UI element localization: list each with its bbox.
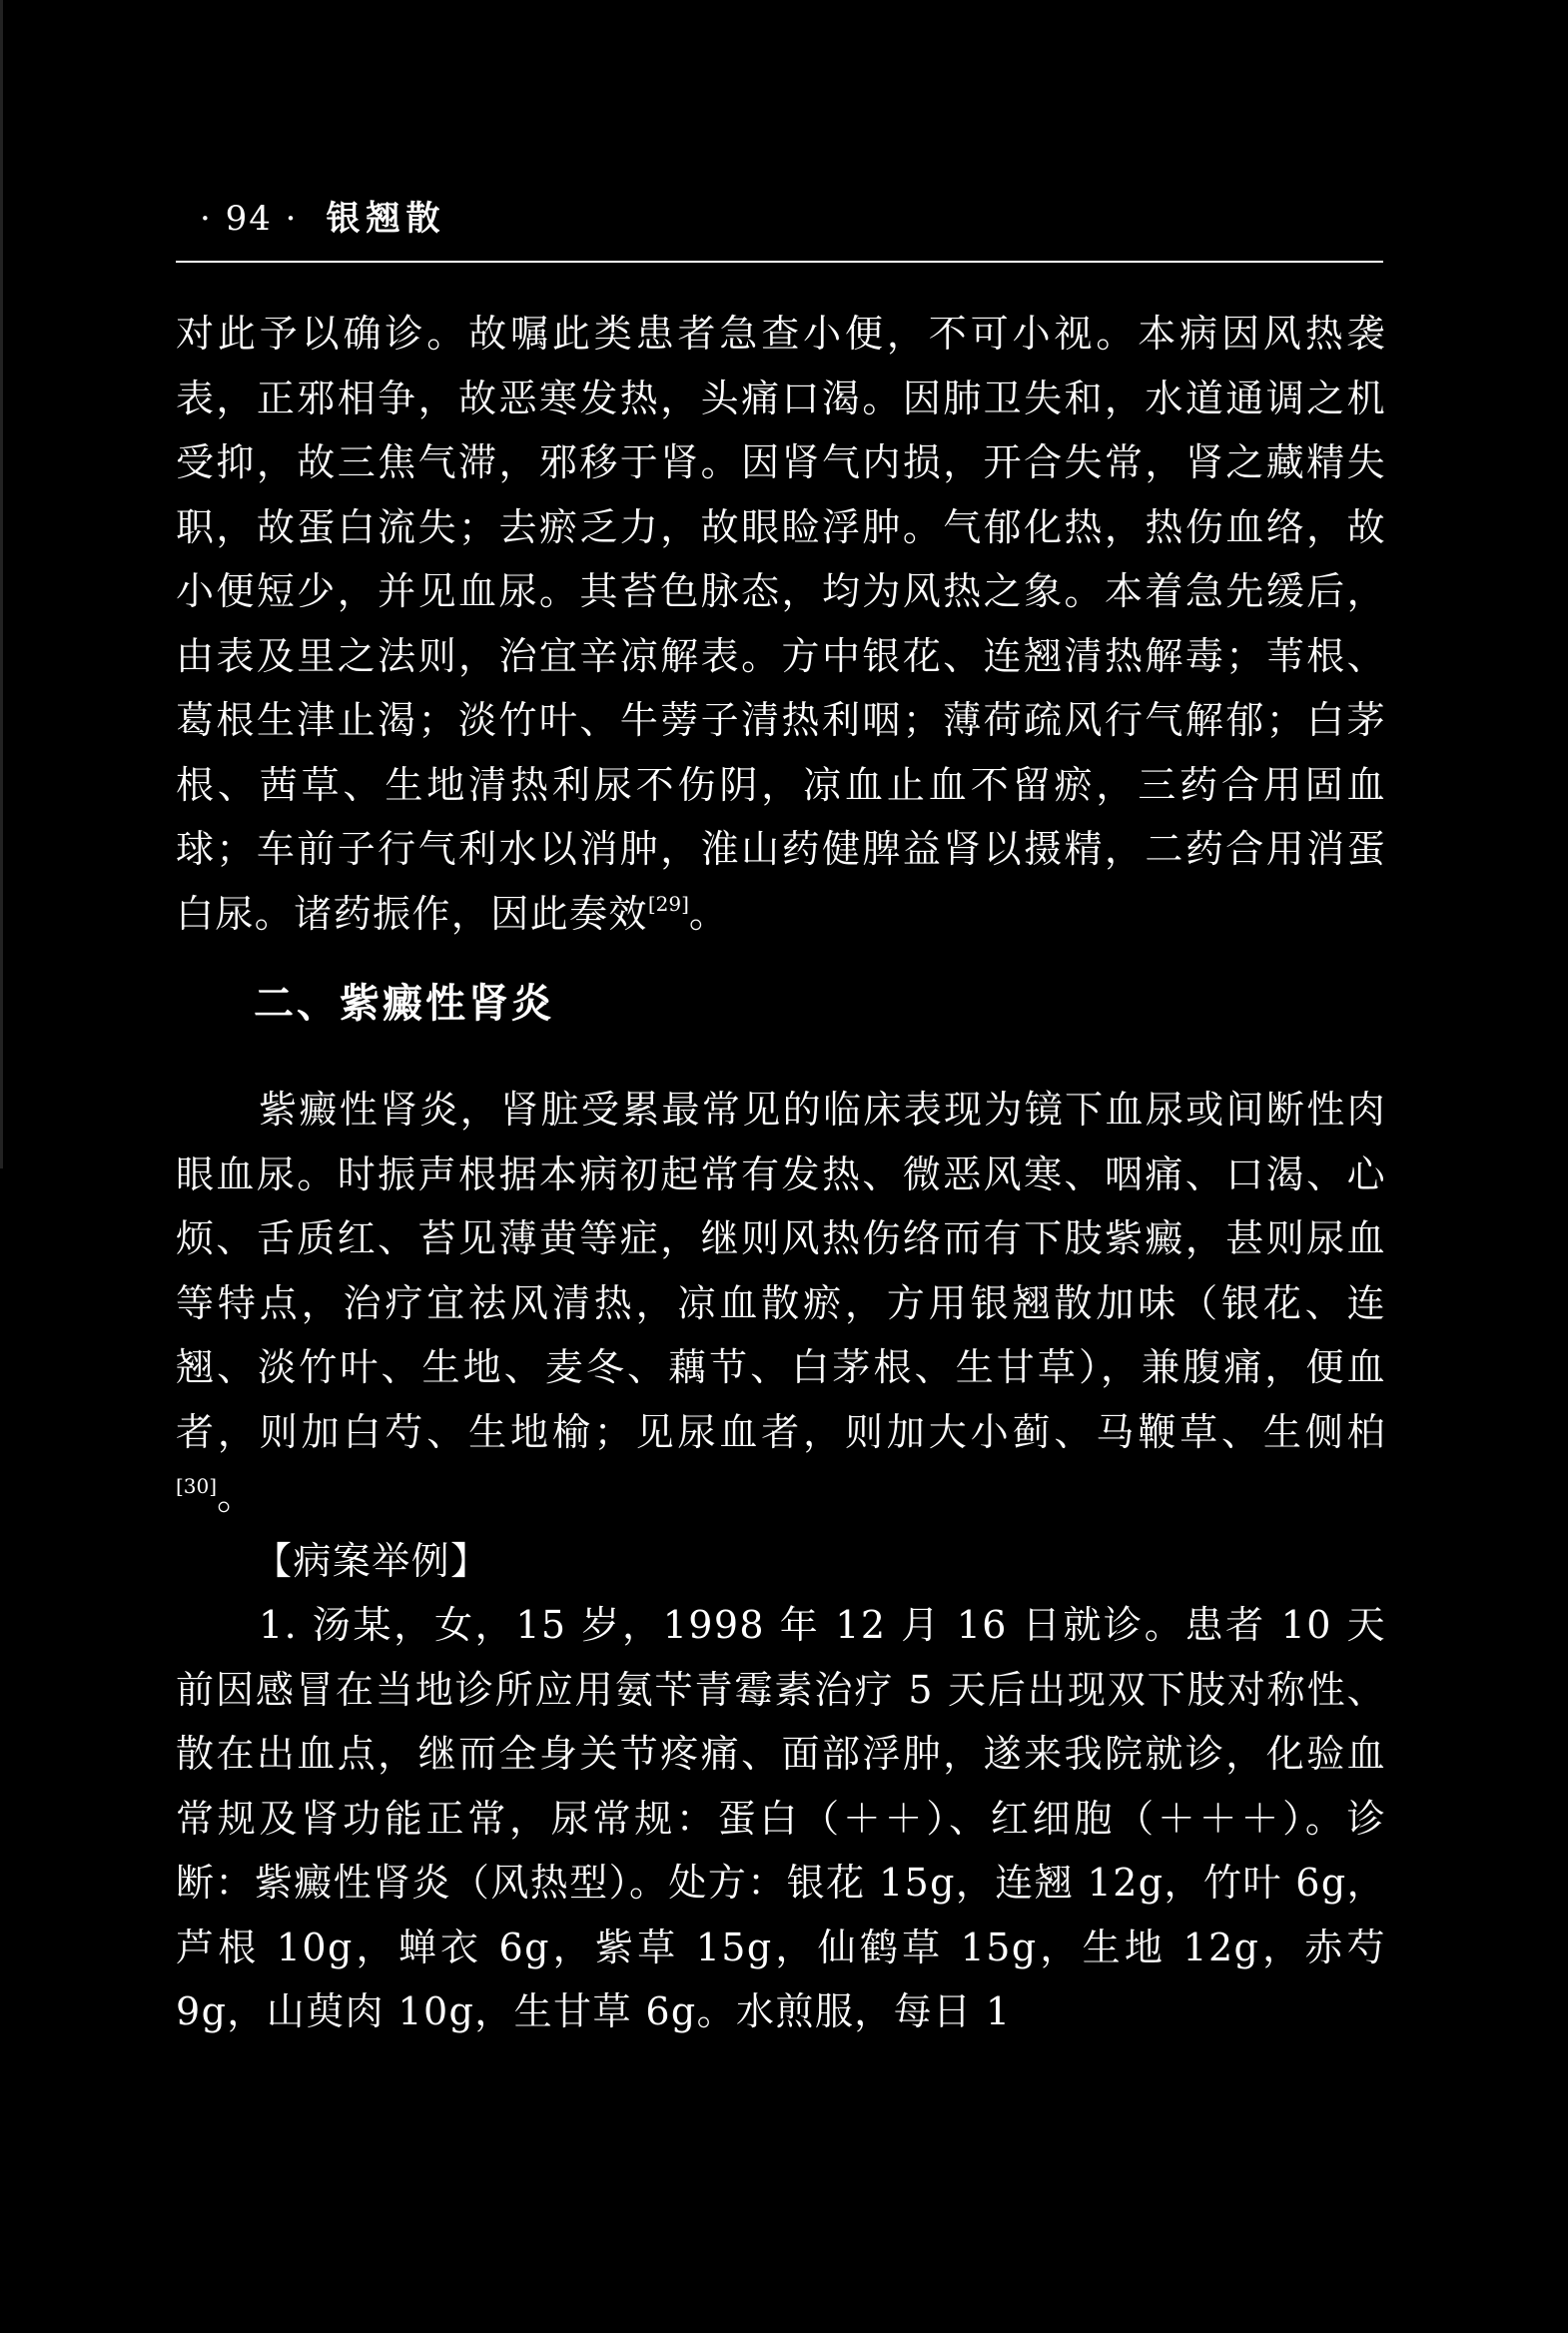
header-rule (176, 261, 1383, 263)
paragraph-case-1: 1. 汤某，女，15 岁，1998 年 12 月 16 日就诊。患者 10 天前因感冒在当地诊所应用氨苄青霉素治疗 5 天后出现双下肢对称性、散在出血点，继而全身关节疼痛、面部浮肿，遂来我院就诊，化验血常规及肾功能正常，尿常规：蛋白（＋＋）、红细胞（＋＋＋）。诊断：紫癜性肾炎（风热型）。处方：银花 15g，连翘 12g，竹叶 6g，芦根 10g，蝉衣 6g，紫草 15g，仙鹤草 15g，生地 12g，赤芍 9g，山萸肉 10g，生甘草 6g。水煎服，每日 1 (176, 1603, 1386, 2033)
paragraph-continuation (176, 302, 1386, 946)
citation-ref: [30] (176, 1474, 218, 1498)
book-title: 银翘散 (326, 199, 446, 239)
paragraph-purpura-nephritis (176, 1078, 1386, 1529)
paragraph-end: 。 (688, 891, 729, 936)
section-heading: 二、紫癜性肾炎 (254, 980, 554, 1027)
page-spine-shadow (0, 0, 3, 1168)
page-number: · 94 · (200, 199, 299, 239)
paragraph-end: 。 (217, 1474, 257, 1518)
page-body (176, 302, 1386, 2044)
running-head (200, 193, 446, 245)
case-example-heading: 【病案举例】 (254, 1538, 490, 1583)
paragraph-text: 对此予以确诊。故嘱此类患者急查小便，不可小视。本病因风热袭表，正邪相争，故恶寒发热，头痛口渴。因肺卫失和，水道通调之机受抑，故三焦气滞，邪移于肾。因肾气内损，开合失常，肾之藏精失职，故蛋白流失；去瘀乏力，故眼睑浮肿。气郁化热，热伤血络，故小便短少，并见血尿。其苔色脉态，均为风热之象。本着急先缓后，由表及里之法则，治宜辛凉解表。方中银花、连翘清热解毒；苇根、葛根生津止渴；淡竹叶、牛蒡子清热利咽；薄荷疏风行气解郁；白茅根、茜草、生地清热利尿不伤阴，凉血止血不留瘀，三药合用固血球；车前子行气利水以消肿，淮山药健脾益肾以摄精，二药合用消蛋白尿。诸药振作，因此奏效 (176, 312, 1386, 936)
paragraph-text: 紫癜性肾炎，肾脏受累最常见的临床表现为镜下血尿或间断性肉眼血尿。时振声根据本病初起常有发热、微恶风寒、咽痛、口渴、心烦、舌质红、苔见薄黄等症，继则风热伤络而有下肢紫癜，甚则尿血等特点，治疗宜祛风清热，凉血散瘀，方用银翘散加味（银花、连翘、淡竹叶、生地、麦冬、藕节、白茅根、生甘草），兼腹痛，便血者，则加白芍、生地榆；见尿血者，则加大小蓟、马鞭草、生侧柏 (176, 1088, 1386, 1454)
citation-ref: [29] (647, 891, 689, 916)
